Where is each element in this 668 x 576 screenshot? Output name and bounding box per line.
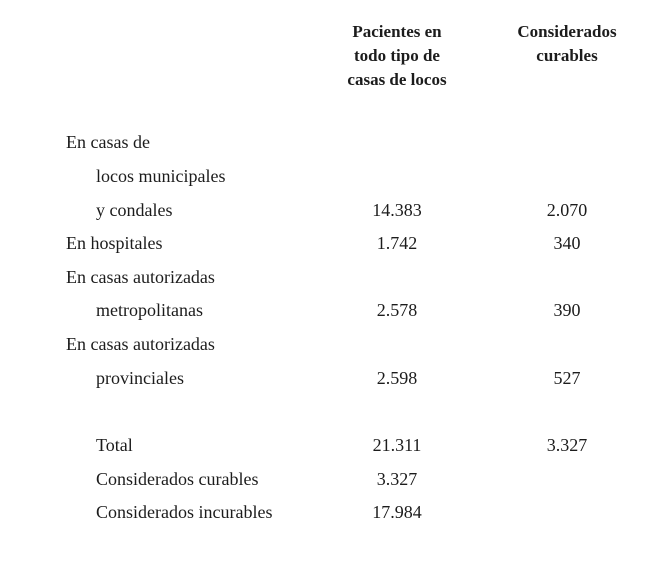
- header-curable: Considerados curables: [517, 22, 617, 65]
- incurable-label: Considerados incurables: [96, 502, 273, 522]
- row-provincial-curable: 527: [553, 368, 581, 388]
- row-metropolitan-patients: 2.578: [376, 300, 418, 320]
- row-metropolitan-curable: 390: [553, 300, 581, 320]
- row-metropolitan-label-line2: metropolitanas: [96, 300, 203, 320]
- row-hospitals-curable: 340: [553, 233, 581, 253]
- total-curable: 3.327: [546, 435, 588, 455]
- header-patients: Pacientes en todo tipo de casas de locos: [347, 22, 447, 89]
- row-municipal-label-line1: En casas de: [66, 132, 150, 152]
- row-metropolitan-label-line1: En casas autorizadas: [66, 267, 215, 287]
- row-provincial-label-line1: En casas autorizadas: [66, 334, 215, 354]
- incurable-value: 17.984: [372, 502, 422, 522]
- row-hospitals-patients: 1.742: [376, 233, 418, 253]
- total-patients: 21.311: [372, 435, 422, 455]
- row-provincial-patients: 2.598: [376, 368, 418, 388]
- curable-value: 3.327: [376, 469, 418, 489]
- curable-label: Considerados curables: [96, 469, 259, 489]
- row-hospitals-label: En hospitales: [66, 233, 163, 253]
- row-municipal-curable: 2.070: [546, 200, 588, 220]
- row-provincial-label-line2: provinciales: [96, 368, 184, 388]
- row-municipal-label-line2: locos municipales: [96, 166, 226, 186]
- total-label: Total: [96, 435, 133, 455]
- row-municipal-patients: 14.383: [372, 200, 422, 220]
- row-municipal-label-line3: y condales: [96, 200, 173, 220]
